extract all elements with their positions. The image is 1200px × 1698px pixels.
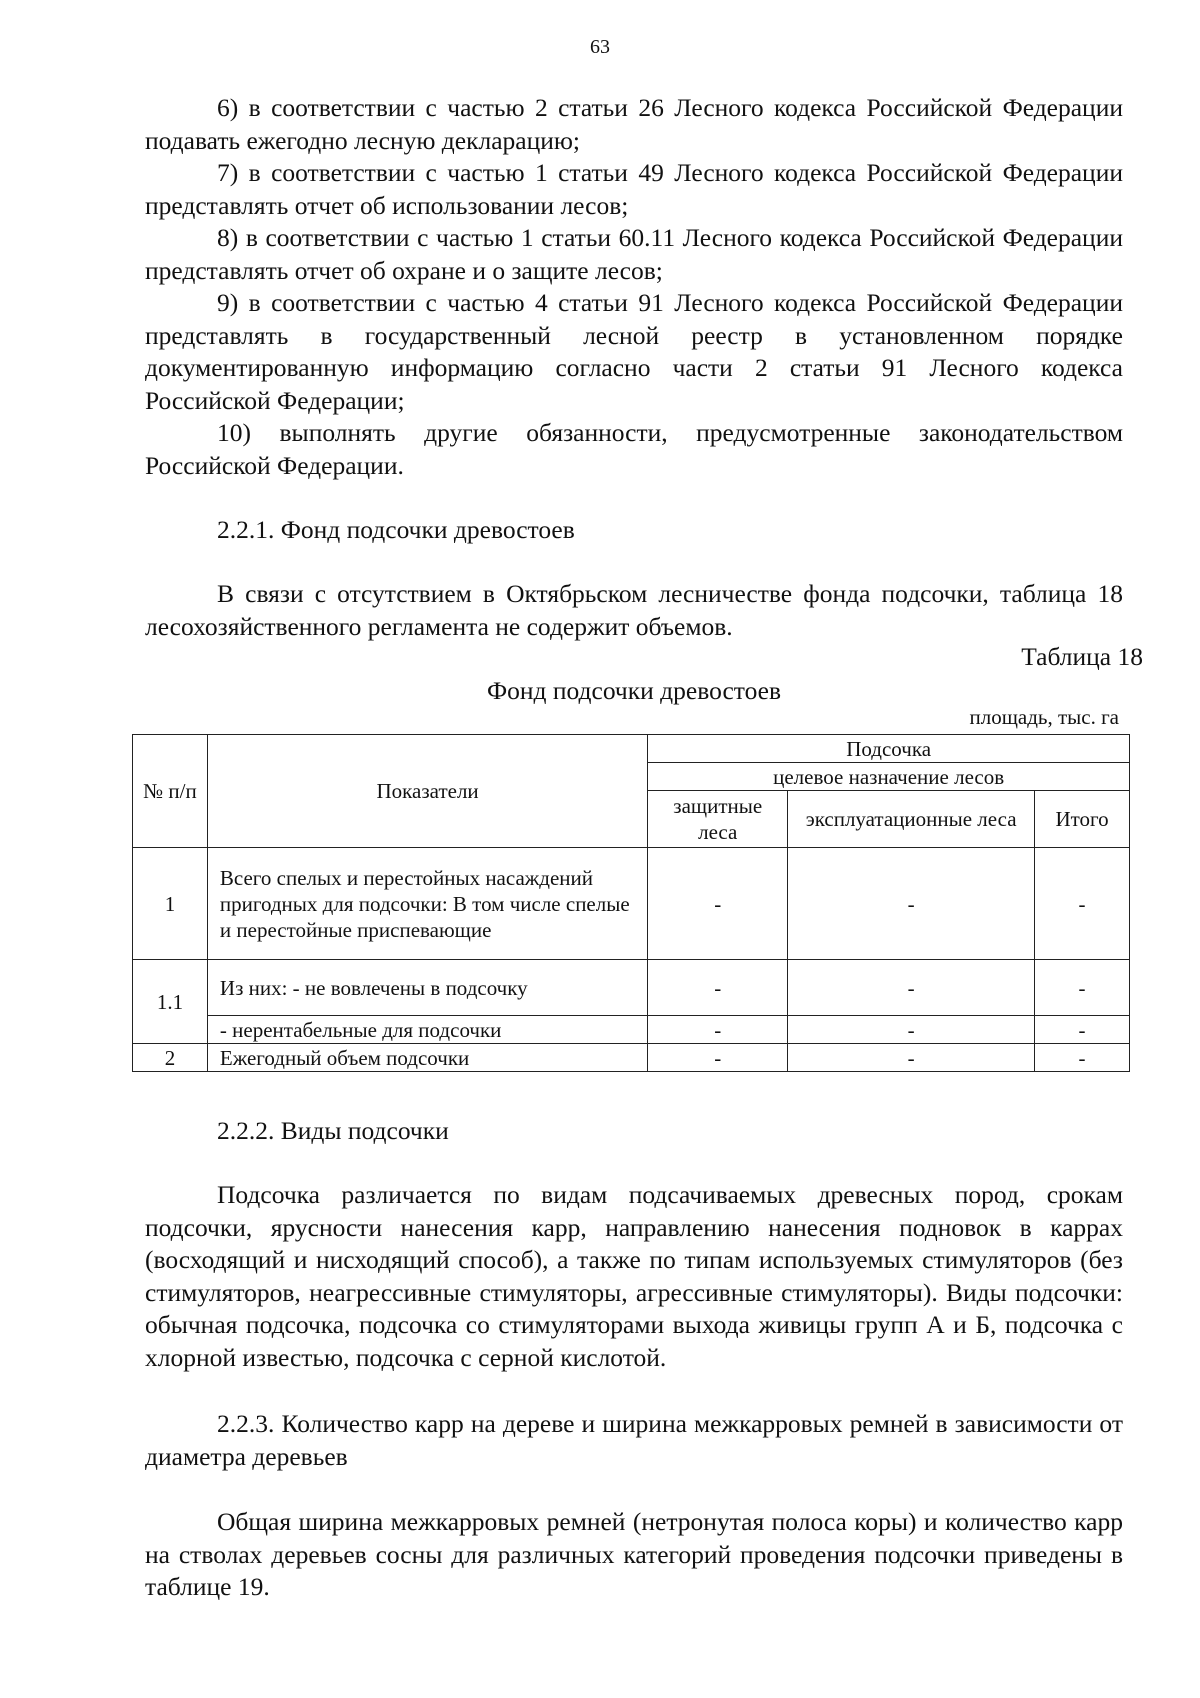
- paragraph: Подсочка различается по видам подсачиваемых древесных пород, срокам подсочки, ярусности нанесения карр, направлению нанесения подновок в каррах (восходящий и нисходящий способ), а также по типам используемых стимуляторов (без стимуляторов, неагрессивные стимуляторы, агрессивные стимуляторы). Виды подсочки: обычная подсочка, подсочка со стимуляторами выхода живицы групп А и Б, подсочка с хлорной известью, подсочка с серной кислотой.: [145, 1180, 1123, 1372]
- row-protective: -: [648, 1044, 788, 1072]
- row-label: Ежегодный объем подсочки: [207, 1044, 647, 1072]
- table-row: [133, 960, 1130, 1016]
- data-table: [132, 734, 1130, 1072]
- table-row: [133, 848, 1130, 960]
- row-protective: -: [648, 848, 788, 960]
- obligations-list: [145, 92, 1123, 482]
- row-num: 1.1: [133, 960, 208, 1044]
- row-protective: -: [648, 1016, 788, 1044]
- row-label: - нерентабельные для подсочки: [207, 1016, 647, 1044]
- row-protective: -: [648, 960, 788, 1016]
- header-group: Подсочка: [648, 735, 1130, 763]
- header-indicators: Показатели: [207, 735, 647, 848]
- header-protective: защитные леса: [648, 791, 788, 848]
- section-221: [145, 514, 1123, 547]
- table-row: [133, 1044, 1130, 1072]
- row-label: Всего спелых и перестойных насаждений пригодных для подсочки: В том числе спелые и перестойные приспевающие: [207, 848, 647, 960]
- row-num: 2: [133, 1044, 208, 1072]
- row-total: -: [1035, 848, 1130, 960]
- list-item: 7) в соответствии с частью 1 статьи 49 Лесного кодекса Российской Федерации представлять отчет об использовании лесов;: [145, 158, 1123, 220]
- header-exploitation: эксплуатационные леса: [788, 791, 1035, 848]
- list-item: 6) в соответствии с частью 2 статьи 26 Лесного кодекса Российской Федерации подавать ежегодно лесную декларацию;: [145, 93, 1123, 155]
- list-item: 9) в соответствии с частью 4 статьи 91 Лесного кодекса Российской Федерации представлять в государственный лесной реестр в установленном порядке документированную информацию согласно части 2 статьи 91 Лесного кодекса Российской Федерации;: [145, 288, 1123, 415]
- section-heading: 2.2.3. Количество карр на дереве и ширина межкарровых ремней в зависимости от диаметра деревьев: [145, 1409, 1123, 1471]
- section-heading: 2.2.2. Виды подсочки: [217, 1116, 449, 1145]
- row-total: -: [1035, 960, 1130, 1016]
- section-223: [145, 1408, 1123, 1473]
- row-exploitation: -: [788, 1044, 1035, 1072]
- table-caption: Таблица 18: [1021, 642, 1143, 671]
- table-row: [133, 1016, 1130, 1044]
- section-heading: 2.2.1. Фонд подсочки древостоев: [217, 515, 575, 544]
- row-label: Из них: - не вовлечены в подсочку: [207, 960, 647, 1016]
- page-number: 63: [590, 36, 610, 58]
- table-unit-note: площадь, тыс. га: [969, 705, 1119, 729]
- table-title: Фонд подсочки древостоев: [486, 676, 781, 705]
- row-total: -: [1035, 1016, 1130, 1044]
- header-num: № п/п: [133, 735, 208, 848]
- section-223-body: [145, 1506, 1123, 1604]
- row-exploitation: -: [788, 960, 1035, 1016]
- list-item: 8) в соответствии с частью 1 статьи 60.11 Лесного кодекса Российской Федерации представлять отчет об охране и о защите лесов;: [145, 223, 1123, 285]
- header-subgroup: целевое назначение лесов: [648, 763, 1130, 791]
- row-num: 1: [133, 848, 208, 960]
- list-item: 10) выполнять другие обязанности, предусмотренные законодательством Российской Федерации.: [145, 418, 1123, 480]
- section-221-body: [145, 578, 1123, 643]
- row-exploitation: -: [788, 1016, 1035, 1044]
- section-222-body: [145, 1179, 1123, 1374]
- section-222: [145, 1115, 1123, 1148]
- header-total: Итого: [1035, 791, 1130, 848]
- row-total: -: [1035, 1044, 1130, 1072]
- row-exploitation: -: [788, 848, 1035, 960]
- paragraph: В связи с отсутствием в Октябрьском лесничестве фонда подсочки, таблица 18 лесохозяйственного регламента не содержит объемов.: [145, 579, 1123, 641]
- paragraph: Общая ширина межкарровых ремней (нетронутая полоса коры) и количество карр на стволах деревьев сосны для различных категорий проведения подсочки приведены в таблице 19.: [145, 1507, 1123, 1601]
